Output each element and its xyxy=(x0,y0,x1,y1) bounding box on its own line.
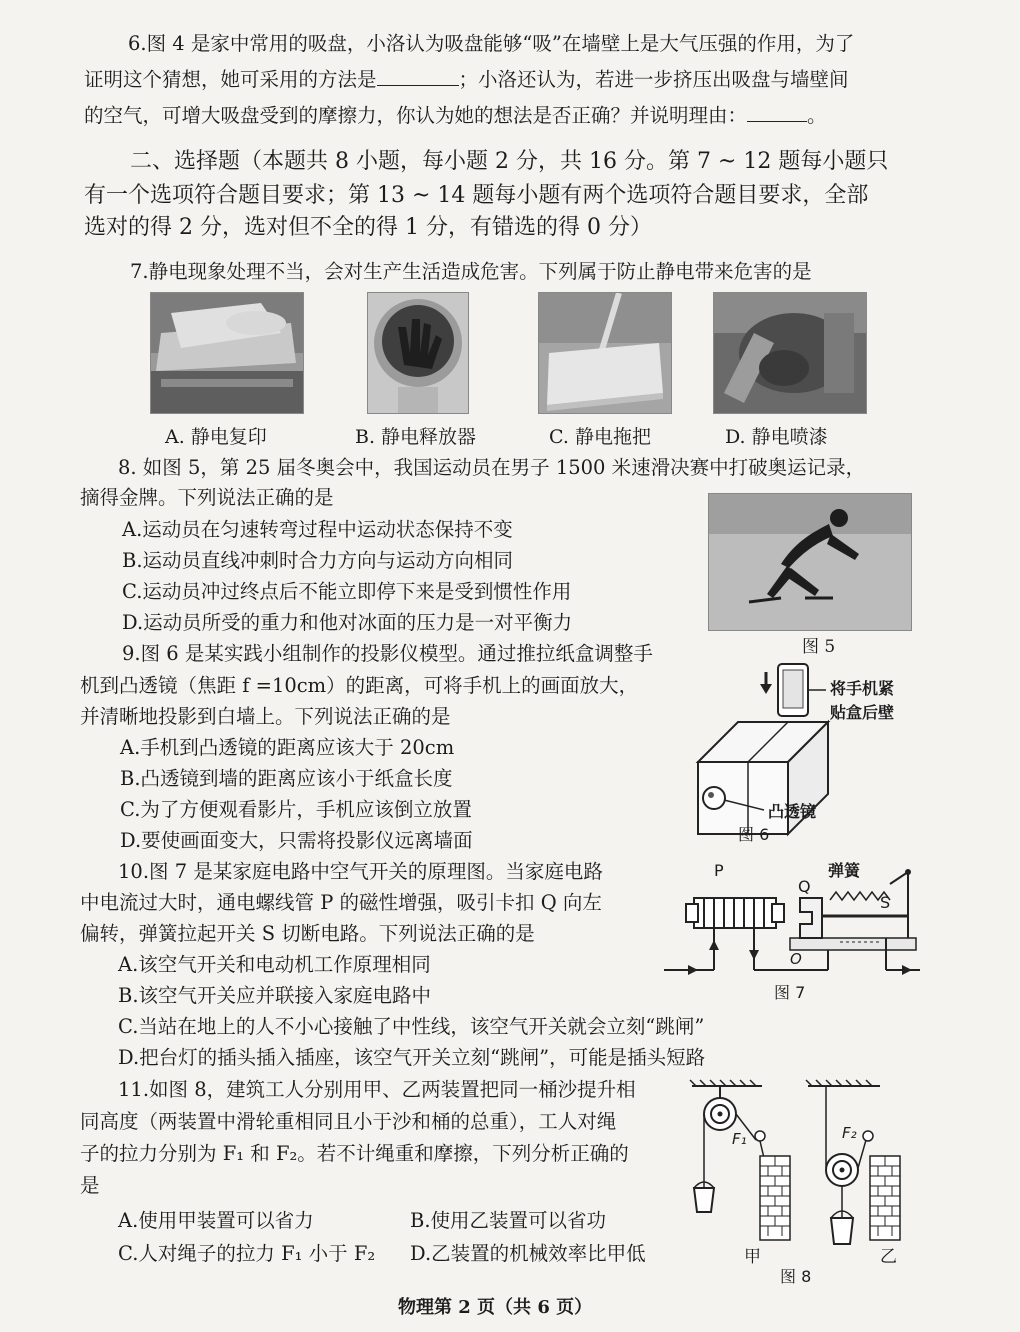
q8-line2: 摘得金牌。下列说法正确的是 xyxy=(80,486,334,509)
q6-line3-text-b: 。 xyxy=(807,104,827,127)
fig7-label-P: P xyxy=(714,861,724,880)
q8-option-b[interactable]: B.运动员直线冲刺时合力方向与运动方向相同 xyxy=(122,549,514,572)
mop-image xyxy=(539,293,671,413)
q11-option-b[interactable]: B.使用乙装置可以省功 xyxy=(410,1209,607,1232)
q7-photo-copier xyxy=(150,292,304,414)
q7-option-c[interactable]: C. 静电拖把 xyxy=(549,426,651,448)
fig8-label-yi: 乙 xyxy=(880,1247,897,1267)
q8-line1: 8. 如图 5，第 25 届冬奥会中，我国运动员在男子 1500 米速滑决赛中打破奥运记录， xyxy=(118,456,866,479)
lens-icon xyxy=(703,787,725,809)
arrow-down-icon xyxy=(760,684,772,694)
q11-line1: 11.如图 8，建筑工人分别用甲、乙两装置把同一桶沙提升相 xyxy=(118,1078,636,1101)
q10-option-b[interactable]: B.该空气开关应并联接入家庭电路中 xyxy=(118,984,432,1007)
fig7-label-S: S xyxy=(880,893,891,912)
fig8-label-F2: F₂ xyxy=(842,1124,857,1142)
q10-line3: 偏转，弹簧拉起开关 S 切断电路。下列说法正确的是 xyxy=(80,922,535,945)
q6-line1: 6.图 4 是家中常用的吸盘，小洛认为吸盘能够“吸”在墙壁上是大气压强的作用，为了 xyxy=(128,32,855,55)
q11-option-c[interactable]: C.人对绳子的拉力 F₁ 小于 F₂ xyxy=(118,1242,376,1265)
q6-line2-text-b: ；小洛还认为，若进一步挤压出吸盘与墙壁间 xyxy=(458,68,849,91)
section2-heading-line3: 选对的得 2 分，选对但不全的得 1 分，有错选的得 0 分） xyxy=(84,215,652,240)
q7-stem: 7.静电现象处理不当，会对生产生活造成危害。下列属于防止静电带来危害的是 xyxy=(130,260,812,283)
q6-line3 xyxy=(84,102,827,130)
q11-line3: 子的拉力分别为 F₁ 和 F₂。若不计绳重和摩擦，下列分析正确的 xyxy=(80,1142,629,1165)
q9-option-a[interactable]: A.手机到凸透镜的距离应该大于 20cm xyxy=(120,736,455,759)
worker-yi-icon xyxy=(863,1131,873,1141)
q9-line1: 9.图 6 是某实践小组制作的投影仪模型。通过推拉纸盒调整手 xyxy=(122,642,653,665)
q9-option-b[interactable]: B.凸透镜到墙的距离应该小于纸盒长度 xyxy=(120,767,453,790)
q6-answer-blank-2[interactable] xyxy=(747,103,807,122)
fig8-label-jia: 甲 xyxy=(744,1247,761,1267)
worker-jia-icon xyxy=(755,1131,765,1141)
speed-skater-image xyxy=(709,494,911,630)
section2-heading-line1: 二、选择题（本题共 8 小题，每小题 2 分，共 16 分。第 7 ~ 12 题每小题只 xyxy=(130,149,889,174)
q6-line2-text-a: 证明这个猜想，她可采用的方法是 xyxy=(84,68,377,91)
q10-line1: 10.图 7 是某家庭电路中空气开关的原理图。当家庭电路 xyxy=(118,860,603,883)
q8-option-a[interactable]: A.运动员在匀速转弯过程中运动状态保持不变 xyxy=(122,518,513,541)
q9-option-c[interactable]: C.为了方便观看影片，手机应该倒立放置 xyxy=(120,798,472,821)
brick-wall-yi xyxy=(870,1156,900,1240)
q10-option-a[interactable]: A.该空气开关和电动机工作原理相同 xyxy=(118,953,431,976)
q10-option-c[interactable]: C.当站在地上的人不小心接触了中性线，该空气开关就会立刻“跳闸” xyxy=(118,1015,705,1038)
fig8-label-F1: F₁ xyxy=(732,1130,747,1148)
q6-line2 xyxy=(84,66,849,94)
q7-option-d[interactable]: D. 静电喷漆 xyxy=(725,426,828,448)
q7-option-a[interactable]: A. 静电复印 xyxy=(165,426,267,448)
discharger-image xyxy=(368,293,468,413)
page-footer: 物理第 2 页（共 6 页） xyxy=(398,1297,593,1318)
brick-wall-jia xyxy=(760,1156,790,1240)
fig7-label-Q: Q xyxy=(798,877,811,896)
q7-option-b[interactable]: B. 静电释放器 xyxy=(355,426,477,448)
fig6-projector-diagram xyxy=(690,662,920,844)
fig6-caption: 图 6 xyxy=(738,825,770,844)
fig7-circuit-breaker-diagram xyxy=(664,858,920,1004)
q6-answer-blank-1[interactable] xyxy=(377,67,459,86)
fig8-caption: 图 8 xyxy=(780,1267,812,1286)
q10-option-d[interactable]: D.把台灯的插头插入插座，该空气开关立刻“跳闸”，可能是插头短路 xyxy=(118,1046,706,1069)
q7-photo-discharger xyxy=(367,292,469,414)
spray-paint-image xyxy=(714,293,866,413)
q7-photo-mop xyxy=(538,292,672,414)
fig7-caption: 图 7 xyxy=(774,983,806,1002)
fig6-label-phone-2: 贴盒后壁 xyxy=(830,703,895,722)
latch-Q xyxy=(800,898,822,938)
section2-heading-line2: 有一个选项符合题目要求；第 13 ~ 14 题每小题有两个选项符合题目要求，全部 xyxy=(84,183,869,208)
fig8-pulley-diagram xyxy=(684,1078,920,1290)
q9-option-d[interactable]: D.要使画面变大，只需将投影仪远离墙面 xyxy=(120,829,473,852)
q9-line2: 机到凸透镜（焦距 f =10cm）的距离，可将手机上的画面放大， xyxy=(80,674,639,697)
q11-line2: 同高度（两装置中滑轮重相同且小于沙和桶的总重），工人对绳 xyxy=(80,1110,617,1133)
fig5-caption: 图 5 xyxy=(802,637,836,657)
q7-photo-spray-paint xyxy=(713,292,867,414)
q8-option-c[interactable]: C.运动员冲过终点后不能立即停下来是受到惯性作用 xyxy=(122,580,572,603)
fig7-label-spring: 弹簧 xyxy=(828,861,861,880)
q11-option-d[interactable]: D.乙装置的机械效率比甲低 xyxy=(410,1242,646,1265)
bucket-jia xyxy=(694,1188,714,1212)
q10-line2: 中电流过大时，通电螺线管 P 的磁性增强，吸引卡扣 Q 向左 xyxy=(80,891,602,914)
q11-line4: 是 xyxy=(80,1174,100,1197)
q9-line3: 并清晰地投影到白墙上。下列说法正确的是 xyxy=(80,705,451,728)
q6-line3-text-a: 的空气，可增大吸盘受到的摩擦力，你认为她的想法是否正确？并说明理由： xyxy=(84,104,748,127)
q11-option-a[interactable]: A.使用甲装置可以省力 xyxy=(118,1209,314,1232)
copier-image xyxy=(151,293,303,413)
fig6-label-lens: 凸透镜 xyxy=(768,802,817,821)
fig7-label-O: O xyxy=(790,950,802,968)
q8-option-d[interactable]: D.运动员所受的重力和他对冰面的压力是一对平衡力 xyxy=(122,611,573,634)
fig6-label-phone-1: 将手机紧 xyxy=(830,679,895,698)
fig5-skater-photo xyxy=(708,493,912,631)
bucket-yi xyxy=(831,1218,853,1244)
